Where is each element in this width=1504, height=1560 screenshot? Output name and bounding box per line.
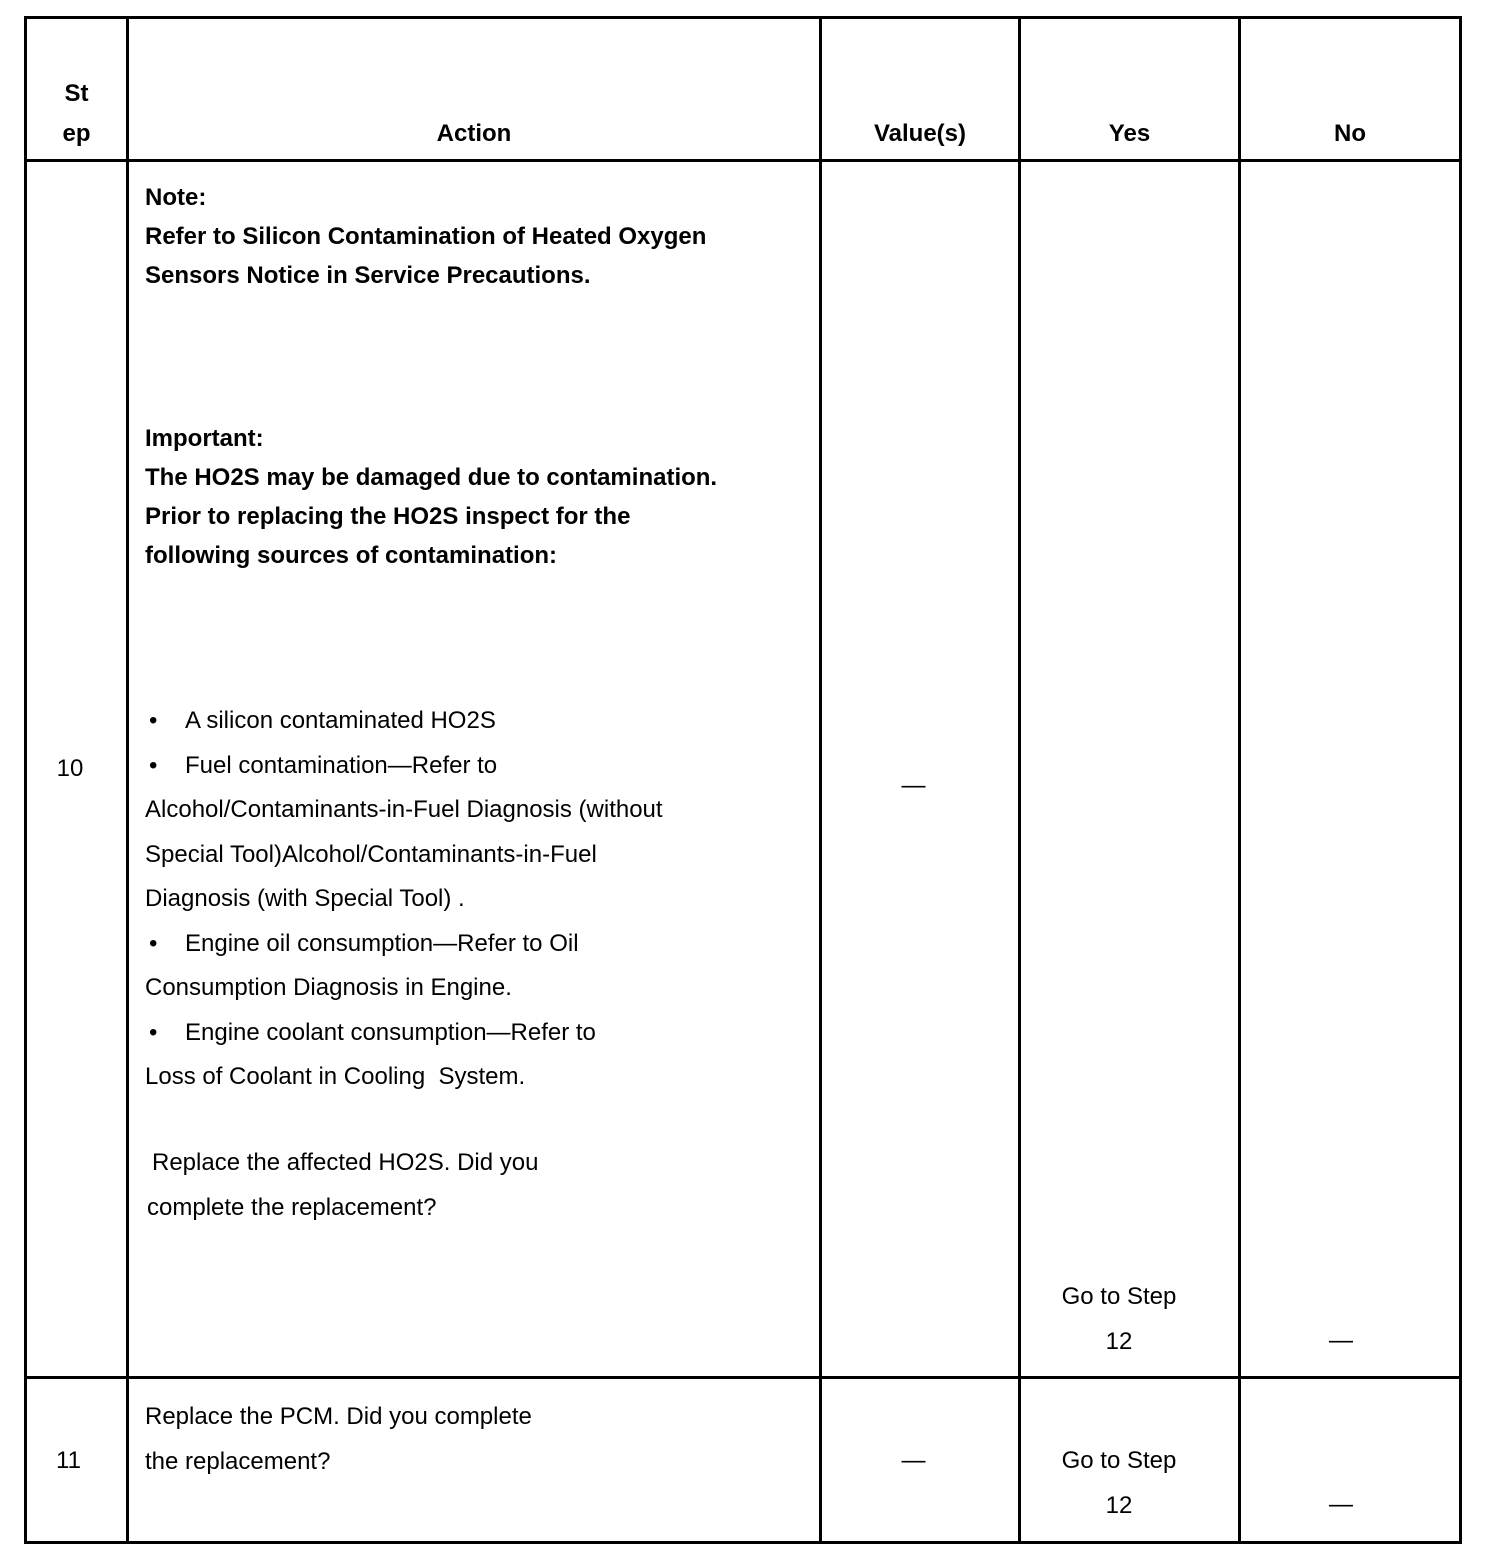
header-no: No xyxy=(1334,120,1366,147)
step-number: 11 xyxy=(56,1447,81,1474)
list-item-text: A silicon contaminated HO2S xyxy=(185,707,496,734)
step-question xyxy=(147,1141,767,1230)
yes-action-line: Go to Step xyxy=(1061,1283,1177,1310)
header-yes: Yes xyxy=(1108,120,1151,147)
header-step-line: ep xyxy=(62,120,91,147)
note-title: Note: xyxy=(145,184,207,211)
list-item-continuation: Consumption Diagnosis in Engine. xyxy=(145,974,512,1001)
bullet-icon: • xyxy=(149,929,158,957)
yes-action-line: 12 xyxy=(1105,1327,1133,1355)
yes-action xyxy=(1021,1439,1217,1528)
header-action: Action xyxy=(436,120,512,147)
step-value: — xyxy=(901,772,926,799)
no-action: — xyxy=(1329,1491,1353,1518)
header-divider xyxy=(24,159,1462,162)
important-title: Important: xyxy=(145,425,264,452)
bullet-icon: • xyxy=(149,707,158,734)
list-item-continuation: Loss of Coolant in Cooling System. xyxy=(145,1063,526,1090)
header-values: Value(s) xyxy=(873,120,967,147)
question-line: complete the replacement? xyxy=(147,1193,437,1221)
column-divider xyxy=(126,16,129,1544)
table-border-bottom xyxy=(24,1541,1462,1544)
list-item xyxy=(145,1011,805,1056)
row-divider xyxy=(24,1376,1462,1379)
list-item xyxy=(145,744,805,789)
header-step xyxy=(27,74,126,154)
list-item xyxy=(145,699,805,744)
list-item-text: Engine coolant consumption—Refer to xyxy=(185,1018,596,1046)
yes-action-line: 12 xyxy=(1105,1491,1133,1519)
bullet-icon: • xyxy=(149,751,158,779)
note-text: Refer to Silicon Contamination of Heated Oxygen Sensors Notice in Service Precautions. xyxy=(145,223,707,289)
step-value: — xyxy=(901,1447,926,1474)
no-action: — xyxy=(1329,1327,1353,1354)
diagnostic-table xyxy=(24,16,1462,1544)
yes-action-line: Go to Step xyxy=(1061,1447,1177,1474)
yes-action xyxy=(1021,1275,1217,1364)
step-number: 10 xyxy=(56,755,84,782)
table-border-right xyxy=(1459,16,1462,1544)
list-item-continuation: Alcohol/Contaminants-in-Fuel Diagnosis (without xyxy=(145,796,663,823)
step-action xyxy=(145,1395,765,1484)
bullet-icon: • xyxy=(149,1018,158,1046)
table-border-top xyxy=(24,16,1462,19)
list-item-continuation: Special Tool)Alcohol/Contaminants-in-Fuel xyxy=(145,840,597,868)
column-divider xyxy=(1238,16,1241,1544)
header-step-line: St xyxy=(64,80,89,107)
list-item-text: Engine oil consumption—Refer to Oil xyxy=(185,929,579,957)
note-block xyxy=(145,178,745,295)
list-item-continuation: Diagnosis (with Special Tool) . xyxy=(145,885,465,912)
important-block xyxy=(145,419,725,575)
contamination-list xyxy=(145,699,805,1100)
action-line: the replacement? xyxy=(145,1447,331,1475)
action-line: Replace the PCM. Did you complete xyxy=(145,1403,532,1430)
important-text: The HO2S may be damaged due to contamination. Prior to replacing the HO2S inspect for the following sources of contamination: xyxy=(145,464,718,569)
list-item-text: Fuel contamination—Refer to xyxy=(185,751,498,779)
list-item xyxy=(145,922,805,967)
question-line: Replace the affected HO2S. Did you xyxy=(152,1149,539,1176)
